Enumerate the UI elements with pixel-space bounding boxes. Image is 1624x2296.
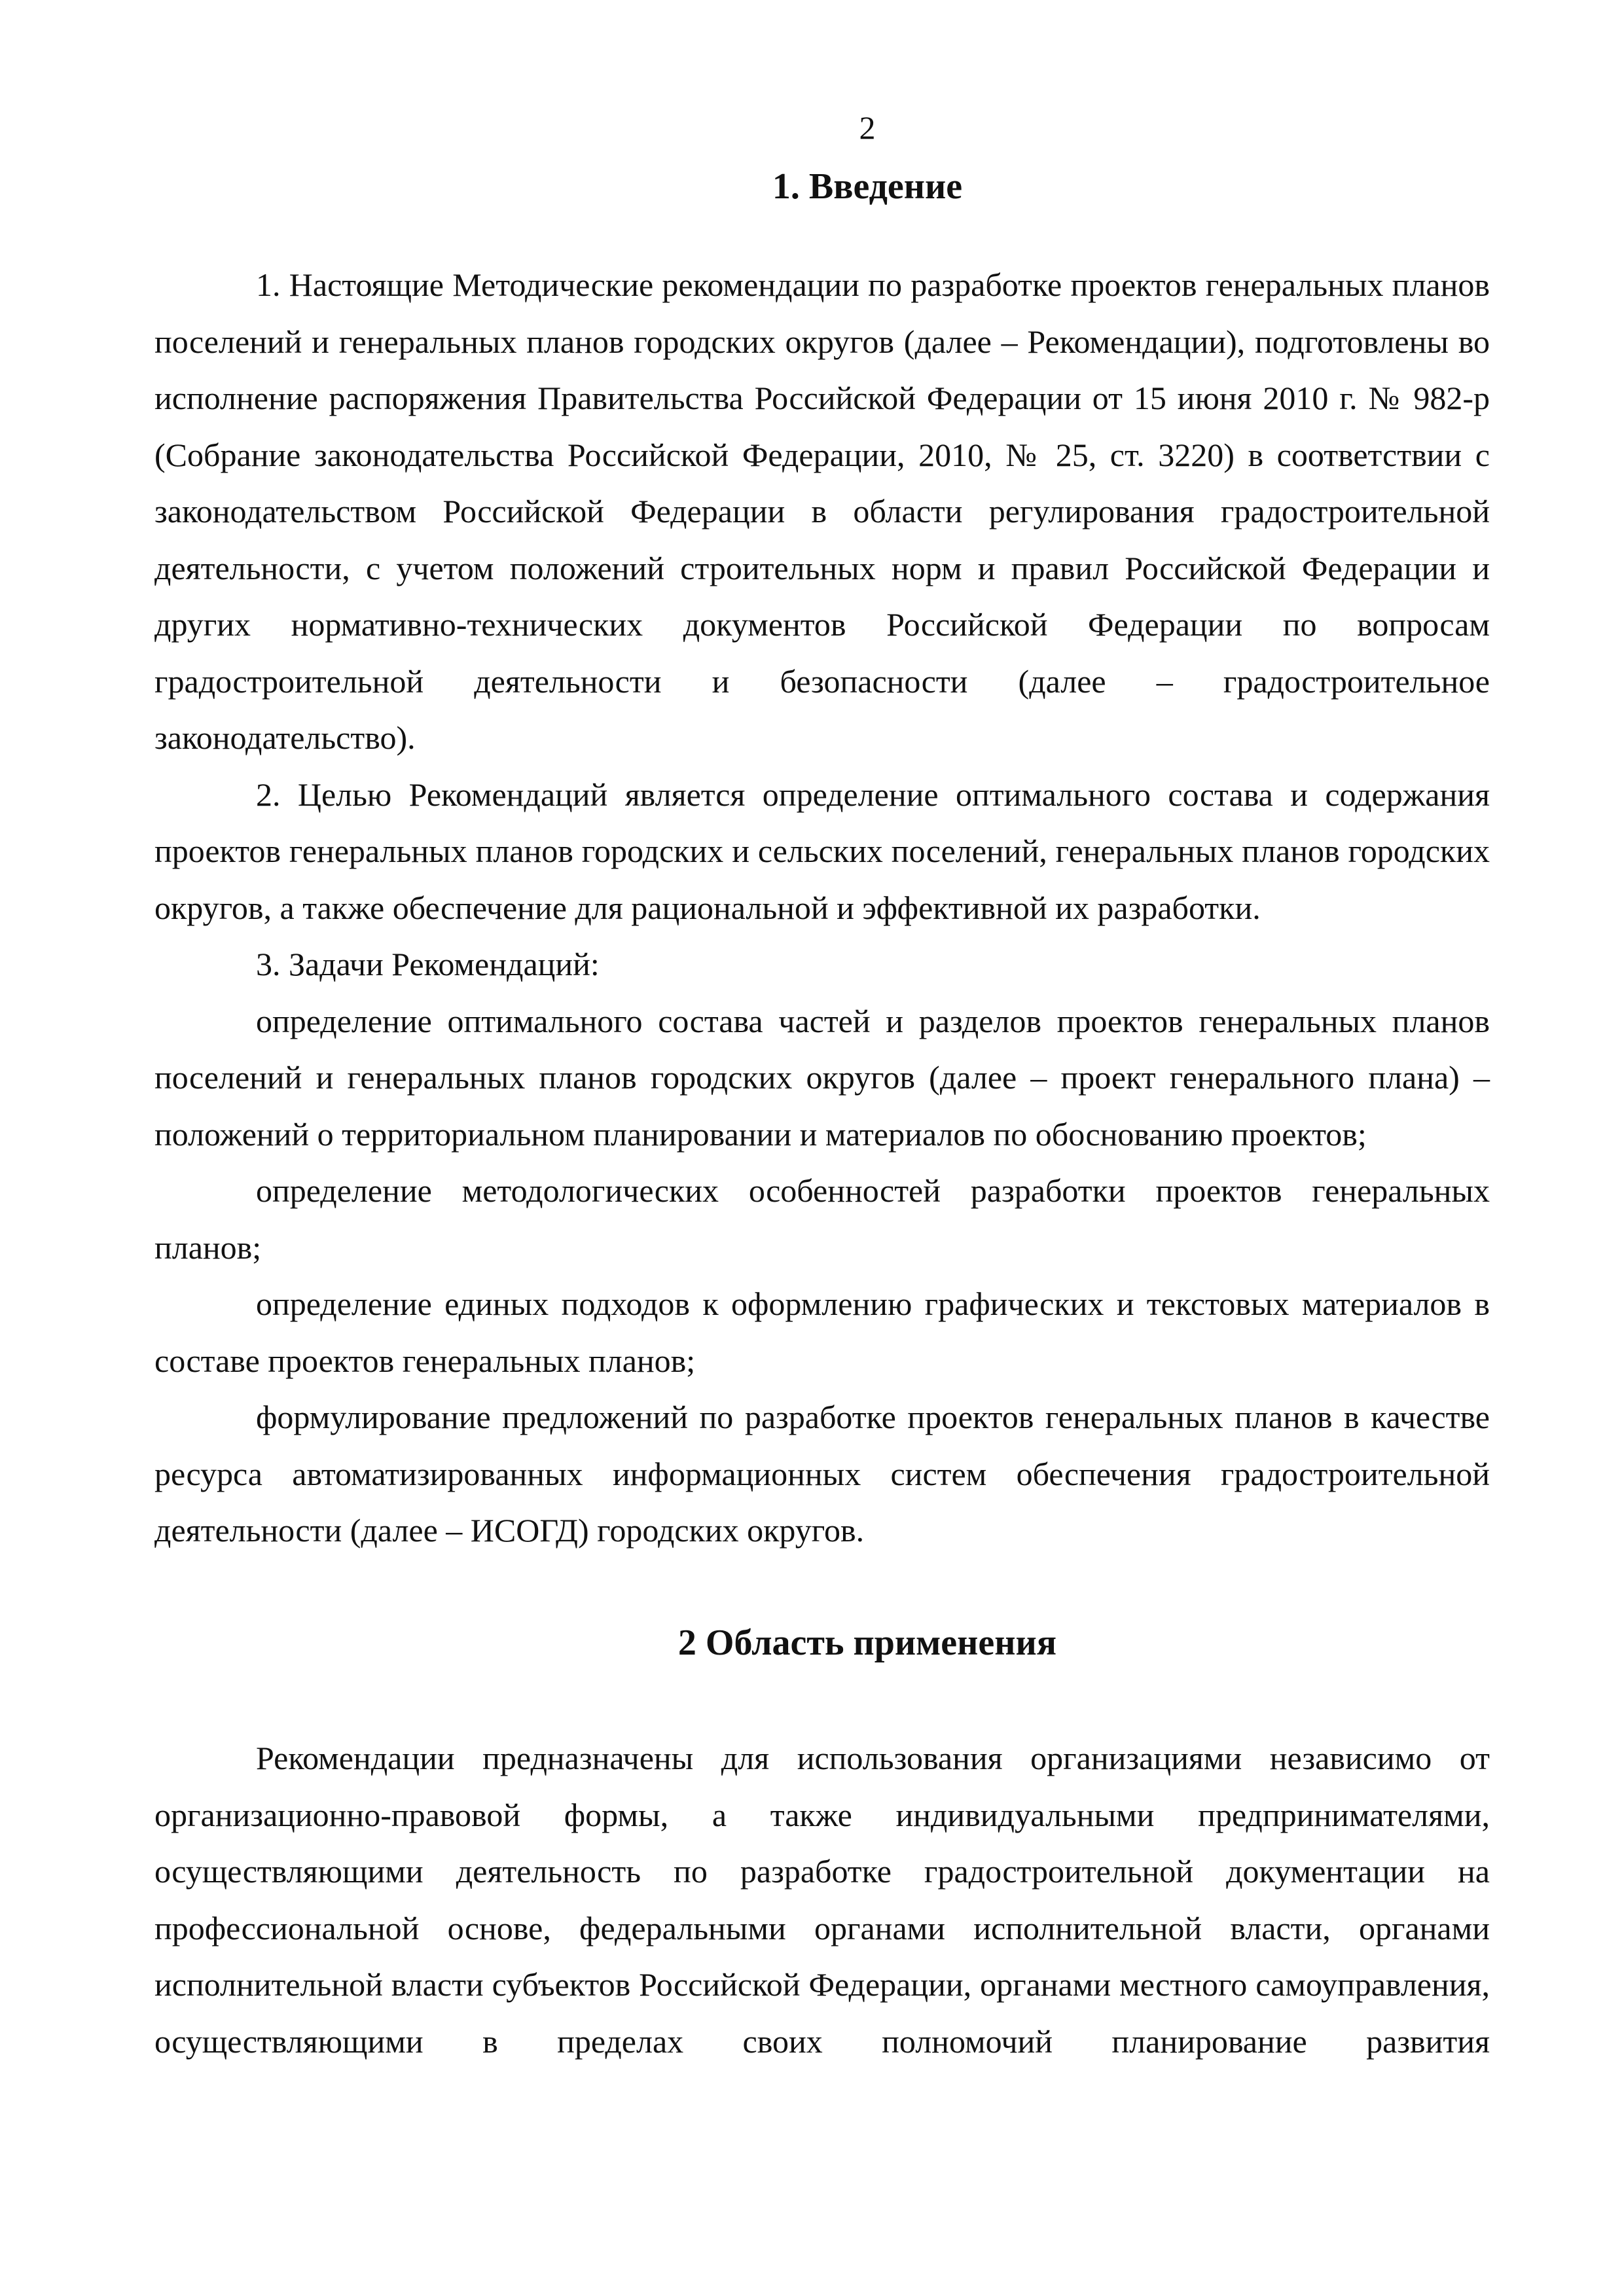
paragraph: 3. Задачи Рекомендаций: (256, 946, 600, 982)
paragraph: Рекомендации предназначены для использования организациями независимо от организационно-правовой формы, а также индивидуальными предпринимателями, осуществляющими деятельность по разработке градостроительной документации на профессиональной основе, федеральными органами исполнительной власти, органами исполнительной власти субъектов Российской Федерации, органами местного самоуправления, осуществляющими в пределах своих полномочий планирование развития (154, 1740, 1490, 2060)
section-1-heading: 1. Введение (772, 166, 963, 207)
paragraph: 2. Целью Рекомендаций является определение оптимального состава и содержания проектов генеральных планов городских и сельских поселений, генеральных планов городских округов, а также обеспечение для рациональной и эффективной их разработки. (154, 776, 1490, 926)
paragraph: 1. Настоящие Методические рекомендации по разработке проектов генеральных планов поселений и генеральных планов городских округов (далее – Рекомендации), подготовлены во исполнение распоряжения Правительства Российской Федерации от 15 июня 2010 г. № 982-р (Собрание законодательства Российской Федерации, 2010, № 25, ст. 3220) в соответствии с законодательством Российской Федерации в области регулирования градостроительной деятельности, с учетом положений строительных норм и правил Российской Федерации и других нормативно-технических документов Российской Федерации по вопросам градостроительной деятельности и безопасности (далее – градостроительное законодательство). (154, 266, 1490, 756)
paragraph: определение единых подходов к оформлению графических и текстовых материалов в составе проектов генеральных планов; (154, 1285, 1490, 1379)
section-2-body (154, 1730, 1490, 2070)
paragraph: определение методологических особенностей разработки проектов генеральных планов; (154, 1172, 1490, 1266)
section-2-heading: 2 Область применения (677, 1623, 1057, 1663)
section-1-body (154, 257, 1490, 1559)
page-number: 2 (859, 109, 876, 146)
paragraph: определение оптимального состава частей и разделов проектов генеральных планов поселений и генеральных планов городских округов (далее – проект генерального плана) – положений о территориальном планировании и материалов по обоснованию проектов; (154, 1002, 1490, 1153)
paragraph: формулирование предложений по разработке проектов генеральных планов в качестве ресурса автоматизированных информационных систем обеспечения градостроительной деятельности (далее – ИСОГД) городских округов. (154, 1399, 1490, 1549)
